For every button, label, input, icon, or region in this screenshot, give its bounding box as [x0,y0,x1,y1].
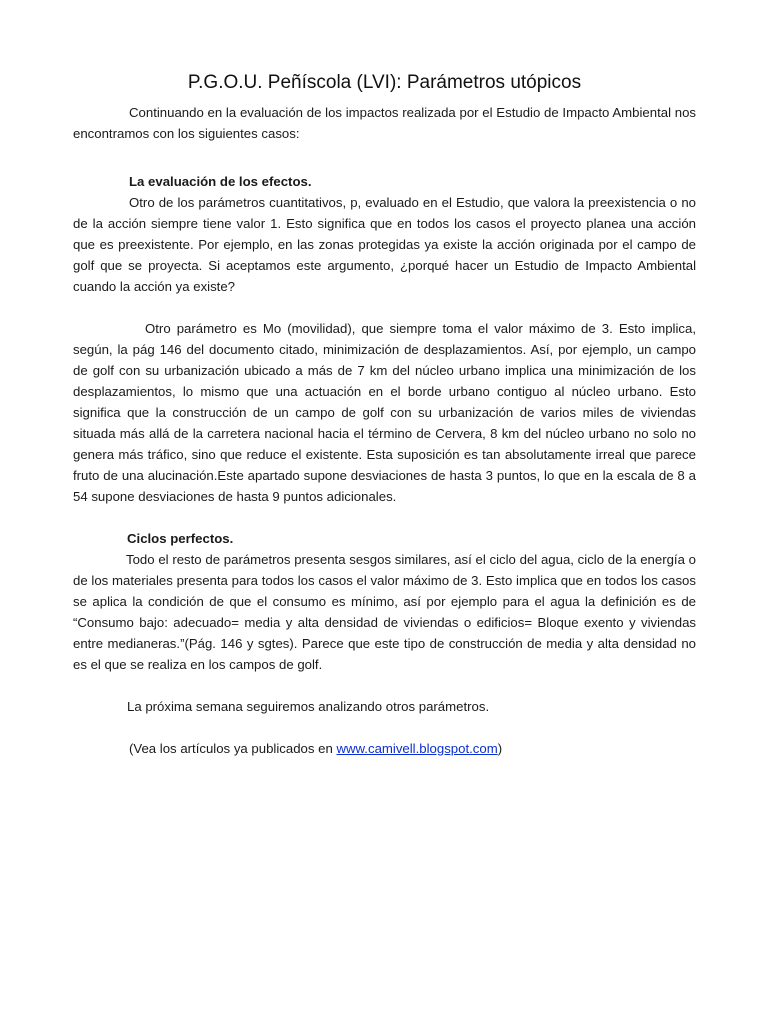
paragraph-movilidad: Otro parámetro es Mo (movilidad), que siempre toma el valor máximo de 3. Esto implica, según, la pág 146 del documento citado, minimización de desplazamientos. Así, por ejemplo, un campo de golf con su urbanización ubicado a más de 7 km del núcleo urbano implica una minimización de los desplazamientos, lo mismo que una actuación en el borde urbano contiguo al núcleo urbano. Esto significa que la construcción de un campo de golf con su urbanización de varios miles de viviendas situada más allá de la carretera nacional hacia el término de Cervera, 8 km del núcleo urbano no solo no genera más tráfico, sino que reduce el existente. Esta suposición es tan absolutamente irreal que parece fruto de una alucinación.Este apartado supone desviaciones de hasta 3 puntos, lo que en la escala de 8 a 54 supone desviaciones de hasta 9 puntos adicionales. [73,321,696,504]
section-heading-evaluacion: La evaluación de los efectos. [129,174,312,189]
closing-line: La próxima semana seguiremos analizando otros parámetros. [127,699,490,714]
intro-paragraph: Continuando en la evaluación de los impactos realizada por el Estudio de Impacto Ambiental nos encontramos con los siguientes casos: [73,105,696,141]
footer-note [73,738,696,759]
footer-suffix: ) [497,741,503,756]
document-title: P.G.O.U. Peñíscola (LVI): Parámetros utópicos [187,72,582,93]
footer-prefix: (Vea los artículos ya publicados en [129,741,337,756]
paragraph-preexistencia: Otro de los parámetros cuantitativos, p, evaluado en el Estudio, que valora la preexistencia o no de la acción siempre tiene valor 1. Esto significa que en todos los casos el proyecto planea una acción que es preexistente. Por ejemplo, en las zonas protegidas ya existe la acción originada por el campo de golf que se proyecta. Si aceptamos este argumento, ¿porqué hacer un Estudio de Impacto Ambiental cuando la acción ya existe? [73,195,696,294]
document-page [73,70,696,759]
section-heading-ciclos: Ciclos perfectos. [127,531,234,546]
paragraph-ciclos: Todo el resto de parámetros presenta sesgos similares, así el ciclo del agua, ciclo de la energía o de los materiales presenta para todos los casos el valor máximo de 3. Esto implica que en todos los casos se aplica la condición de que el consumo es mínimo, así por ejemplo para el agua la definición es de “Consumo bajo: adecuado= media y alta densidad de viviendas o edificios= Bloque exento y viviendas entre medianeras.”(Pág. 146 y sgtes). Parece que este tipo de construcción de media y alta densidad no es el que se realiza en los campos de golf. [73,552,696,672]
blog-link[interactable]: www.camivell.blogspot.com [336,741,498,756]
